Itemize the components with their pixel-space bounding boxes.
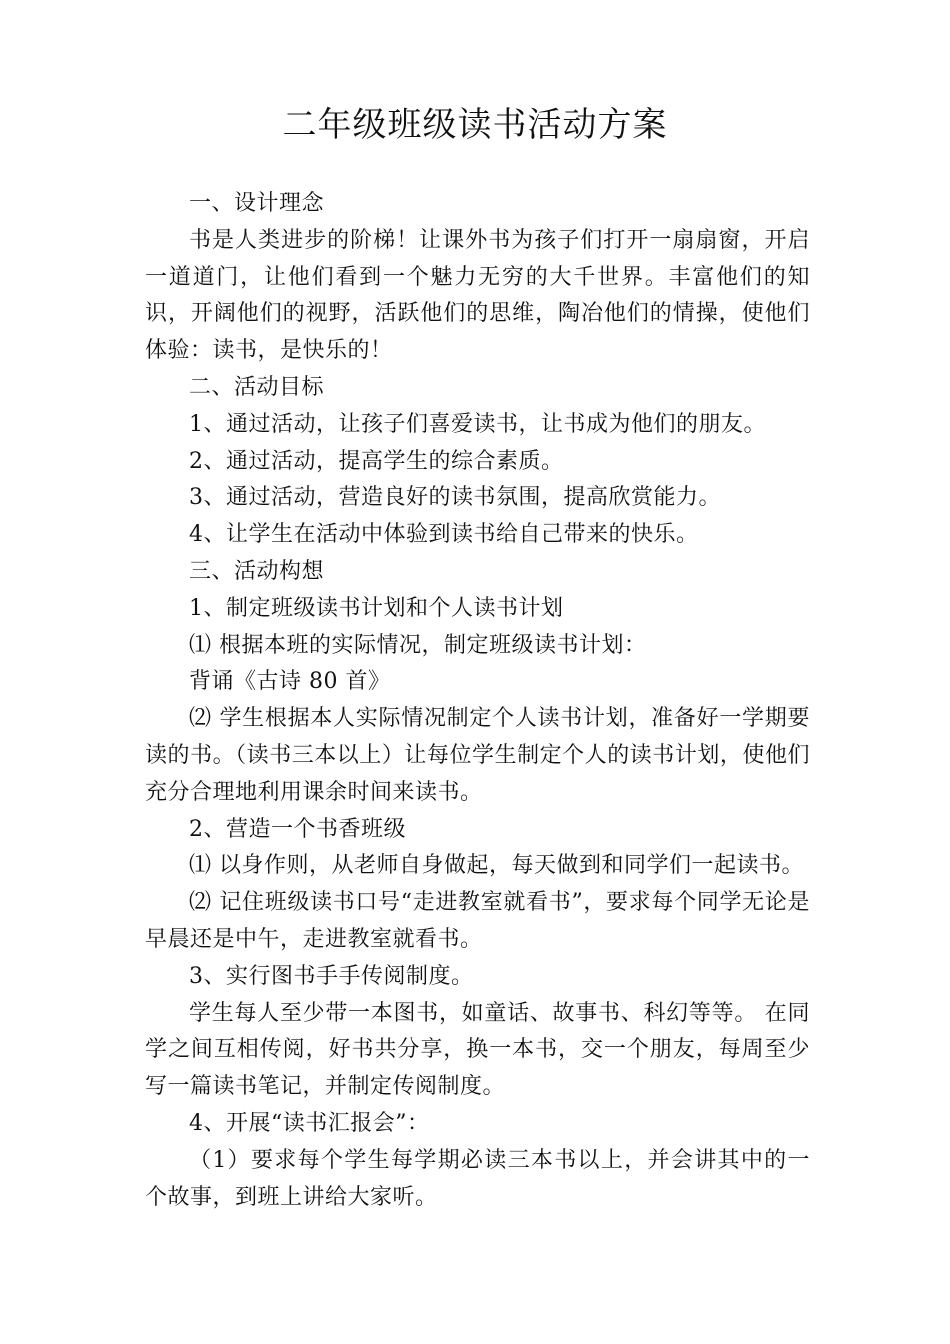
plan-item-1-heading: 1、制定班级读书计划和个人读书计划 [189, 595, 564, 621]
section-heading-activity-goals: 二、活动目标 [189, 374, 325, 400]
plan-item-2-sub-1: ⑴ 以身作则，从老师自身做起，每天做到和同学们一起读书。 [189, 853, 804, 879]
plan-item-3-heading: 3、实行图书手手传阅制度。 [189, 963, 474, 989]
plan-item-4-heading: 4、开展“读书汇报会”： [189, 1110, 430, 1136]
plan-item-1-poems: 背诵《古诗 80 首》 [189, 669, 391, 695]
plan-item-1-sub-2: ⑵ 学生根据本人实际情况制定个人读书计划，准备好一学期要读的书。（读书三本以上）让每位学生制定个人的读书计划，使他们充分合理地利用课余时间来读书。 [145, 706, 810, 805]
document-body [145, 186, 810, 1216]
plan-item-1-sub-1: ⑴ 根据本班的实际情况，制定班级读书计划： [189, 632, 647, 658]
document-title: 二年级班级读书活动方案 [282, 105, 668, 145]
plan-item-4-sub-1: （1）要求每个学生每学期必读三本书以上，并会讲其中的一个故事，到班上讲给大家听。 [145, 1147, 810, 1210]
plan-item-3-body: 学生每人至少带一本图书，如童话、故事书、科幻等等。 在同学之间互相传阅，好书共分享，换一本书，交一个朋友，每周至少写一篇读书笔记，并制定传阅制度。 [145, 1000, 810, 1100]
paragraph-design-concept: 书是人类进步的阶梯！让课外书为孩子们打开一扇扇窗，开启一道道门，让他们看到一个魅力无穷的大千世界。丰富他们的知识，开阔他们的视野，活跃他们的思维，陶冶他们的情操，使他们体验：读书，是快乐的！ [145, 227, 810, 364]
section-heading-activity-plan: 三、活动构想 [189, 558, 325, 584]
plan-item-2-heading: 2、营造一个书香班级 [189, 816, 406, 842]
goal-item-4: 4、让学生在活动中体验到读书给自己带来的快乐。 [189, 522, 699, 548]
plan-item-2-sub-2: ⑵ 记住班级读书口号“走进教室就看书”，要求每个同学无论是早晨还是中午，走进教室就看书。 [145, 890, 810, 952]
section-heading-design-concept: 一、设计理念 [189, 191, 325, 216]
goal-item-1: 1、通过活动，让孩子们喜爱读书，让书成为他们的朋友。 [189, 411, 766, 437]
goal-item-3: 3、通过活动，营造良好的读书氛围，提高欣赏能力。 [189, 485, 721, 511]
goal-item-2: 2、通过活动，提高学生的综合素质。 [189, 448, 564, 474]
